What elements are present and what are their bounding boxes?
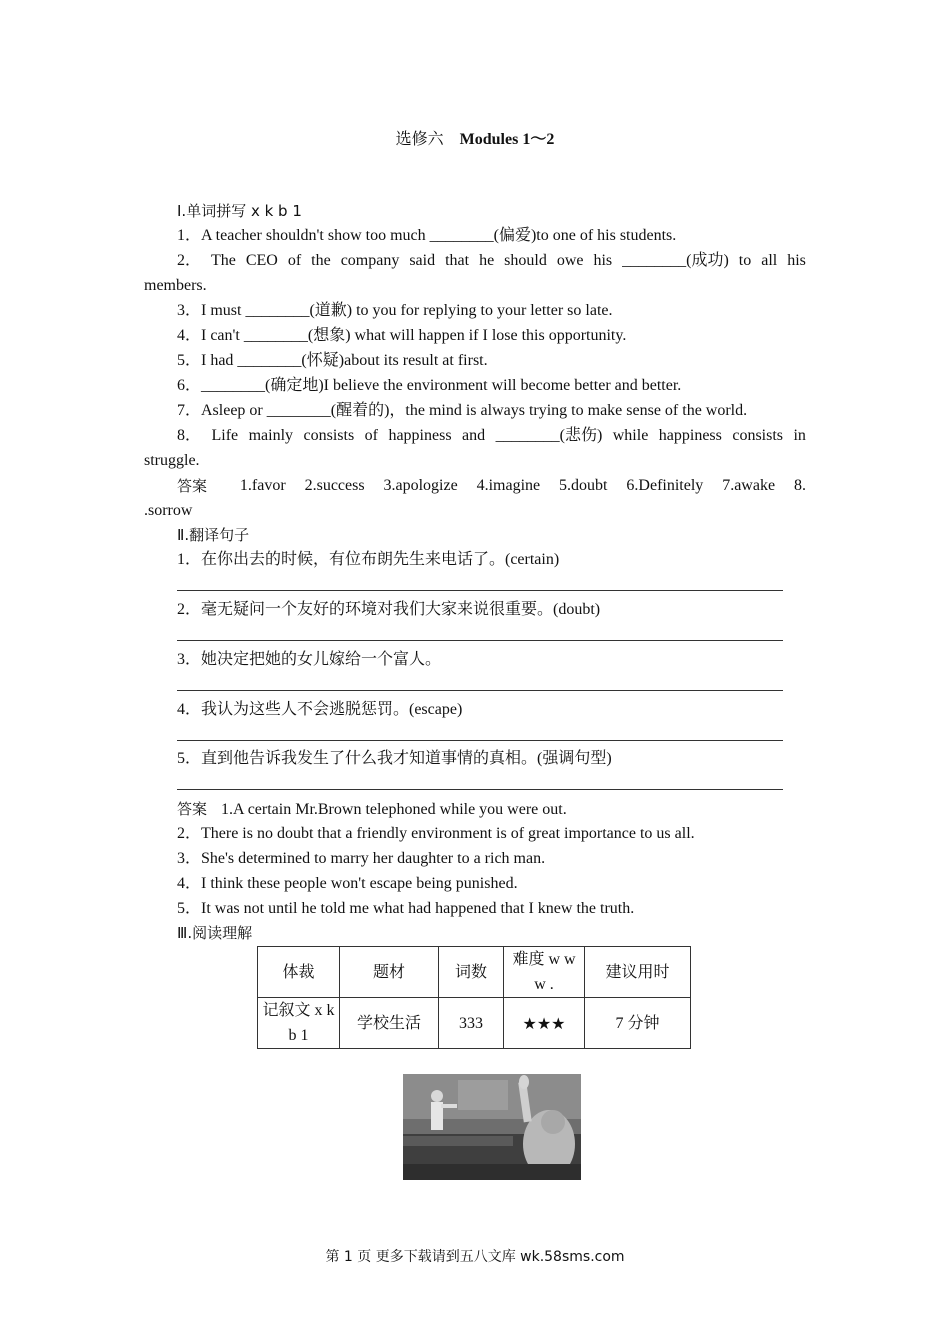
table-cell: ★★★ bbox=[504, 998, 585, 1049]
s1-item-5: 5．I had ________(怀疑)about its result at first. bbox=[177, 352, 488, 369]
table-cell: 333 bbox=[439, 998, 504, 1049]
table-header-cell: 词数 bbox=[439, 947, 504, 998]
page-title bbox=[0, 126, 950, 149]
s2-item-2: 2．毫无疑问一个友好的环境对我们大家来说很重要。(doubt) bbox=[177, 601, 601, 618]
s1-item-8-cont: struggle. bbox=[144, 452, 200, 469]
s1-item-1: 1．A teacher shouldn't show too much ________(偏爱)to one of his students. bbox=[177, 227, 677, 244]
s2-answer-3: 3．She's determined to marry her daughter to a rich man. bbox=[177, 850, 546, 867]
s1-answers: 答案 1.favor 2.success 3.apologize 4.imagine 5.doubt 6.Definitely 7.awake 8. bbox=[177, 477, 806, 495]
s1-item-6: 6．________(确定地)I believe the environment will become better and better. bbox=[177, 377, 682, 394]
s1-item-2: 2． The CEO of the company said that he should owe his ________(成功) to all his bbox=[177, 252, 806, 269]
table-row bbox=[258, 998, 691, 1049]
s2-answer-2: 2．There is no doubt that a friendly environment is of great importance to us all. bbox=[177, 825, 695, 842]
classroom-photo bbox=[403, 1074, 581, 1180]
s1-item-4: 4．I can't ________(想象) what will happen if I lose this opportunity. bbox=[177, 327, 627, 344]
section1-heading: Ⅰ.单词拼写 x k b 1 bbox=[177, 202, 302, 220]
answer-blank-3[interactable] bbox=[177, 690, 783, 691]
section3-heading: Ⅲ.阅读理解 bbox=[177, 924, 253, 942]
s2-answer-4: 4．I think these people won't escape being punished. bbox=[177, 875, 518, 892]
title-en: Modules 1～2 bbox=[459, 131, 555, 148]
s2-item-5: 5．直到他告诉我发生了什么我才知道事情的真相。(强调句型) bbox=[177, 750, 612, 767]
answer-blank-2[interactable] bbox=[177, 640, 783, 641]
table-cell: 记叙文 x k b 1 bbox=[258, 998, 340, 1049]
s2-item-3: 3．她决定把她的女儿嫁给一个富人。 bbox=[177, 651, 442, 668]
page-footer: 第 1 页 更多下载请到五八文库 wk.58sms.com bbox=[325, 1249, 625, 1265]
classroom-illustration bbox=[403, 1074, 581, 1180]
answer-label: 答案 bbox=[177, 477, 208, 495]
table-cell: 7 分钟 bbox=[585, 998, 691, 1049]
table-header-cell: 题材 bbox=[340, 947, 439, 998]
answer-blank-4[interactable] bbox=[177, 740, 783, 741]
reading-info-table bbox=[257, 946, 691, 1049]
s2-item-4: 4．我认为这些人不会逃脱惩罚。(escape) bbox=[177, 701, 463, 718]
s1-item-3: 3．I must ________(道歉) to you for replying to your letter so late. bbox=[177, 302, 613, 319]
answer-blank-5[interactable] bbox=[177, 789, 783, 790]
title-cn: 选修六 bbox=[395, 131, 444, 148]
s1-item-2-cont: members. bbox=[144, 277, 207, 294]
table-header-cell: 体裁 bbox=[258, 947, 340, 998]
table-header-row bbox=[258, 947, 691, 998]
s2-answer-5: 5．It was not until he told me what had happened that I knew the truth. bbox=[177, 900, 635, 917]
table-header-cell: 建议用时 bbox=[585, 947, 691, 998]
s1-answers-cont: .sorrow bbox=[144, 502, 193, 519]
s1-item-7: 7．Asleep or ________(醒着的)，the mind is always trying to make sense of the world. bbox=[177, 402, 748, 419]
section2-heading: Ⅱ.翻译句子 bbox=[177, 526, 250, 544]
s1-item-8: 8． Life mainly consists of happiness and ________(悲伤) while happiness consists in bbox=[177, 427, 806, 444]
answer-blank-1[interactable] bbox=[177, 590, 783, 591]
s2-item-1: 1．在你出去的时候，有位布朗先生来电话了。(certain) bbox=[177, 551, 560, 568]
s2-answer-1: 答案 1.A certain Mr.Brown telephoned while you were out. bbox=[177, 800, 567, 818]
answer-label: 答案 bbox=[177, 800, 208, 818]
table-header-cell: 难度 w w w . bbox=[504, 947, 585, 998]
table-cell: 学校生活 bbox=[340, 998, 439, 1049]
